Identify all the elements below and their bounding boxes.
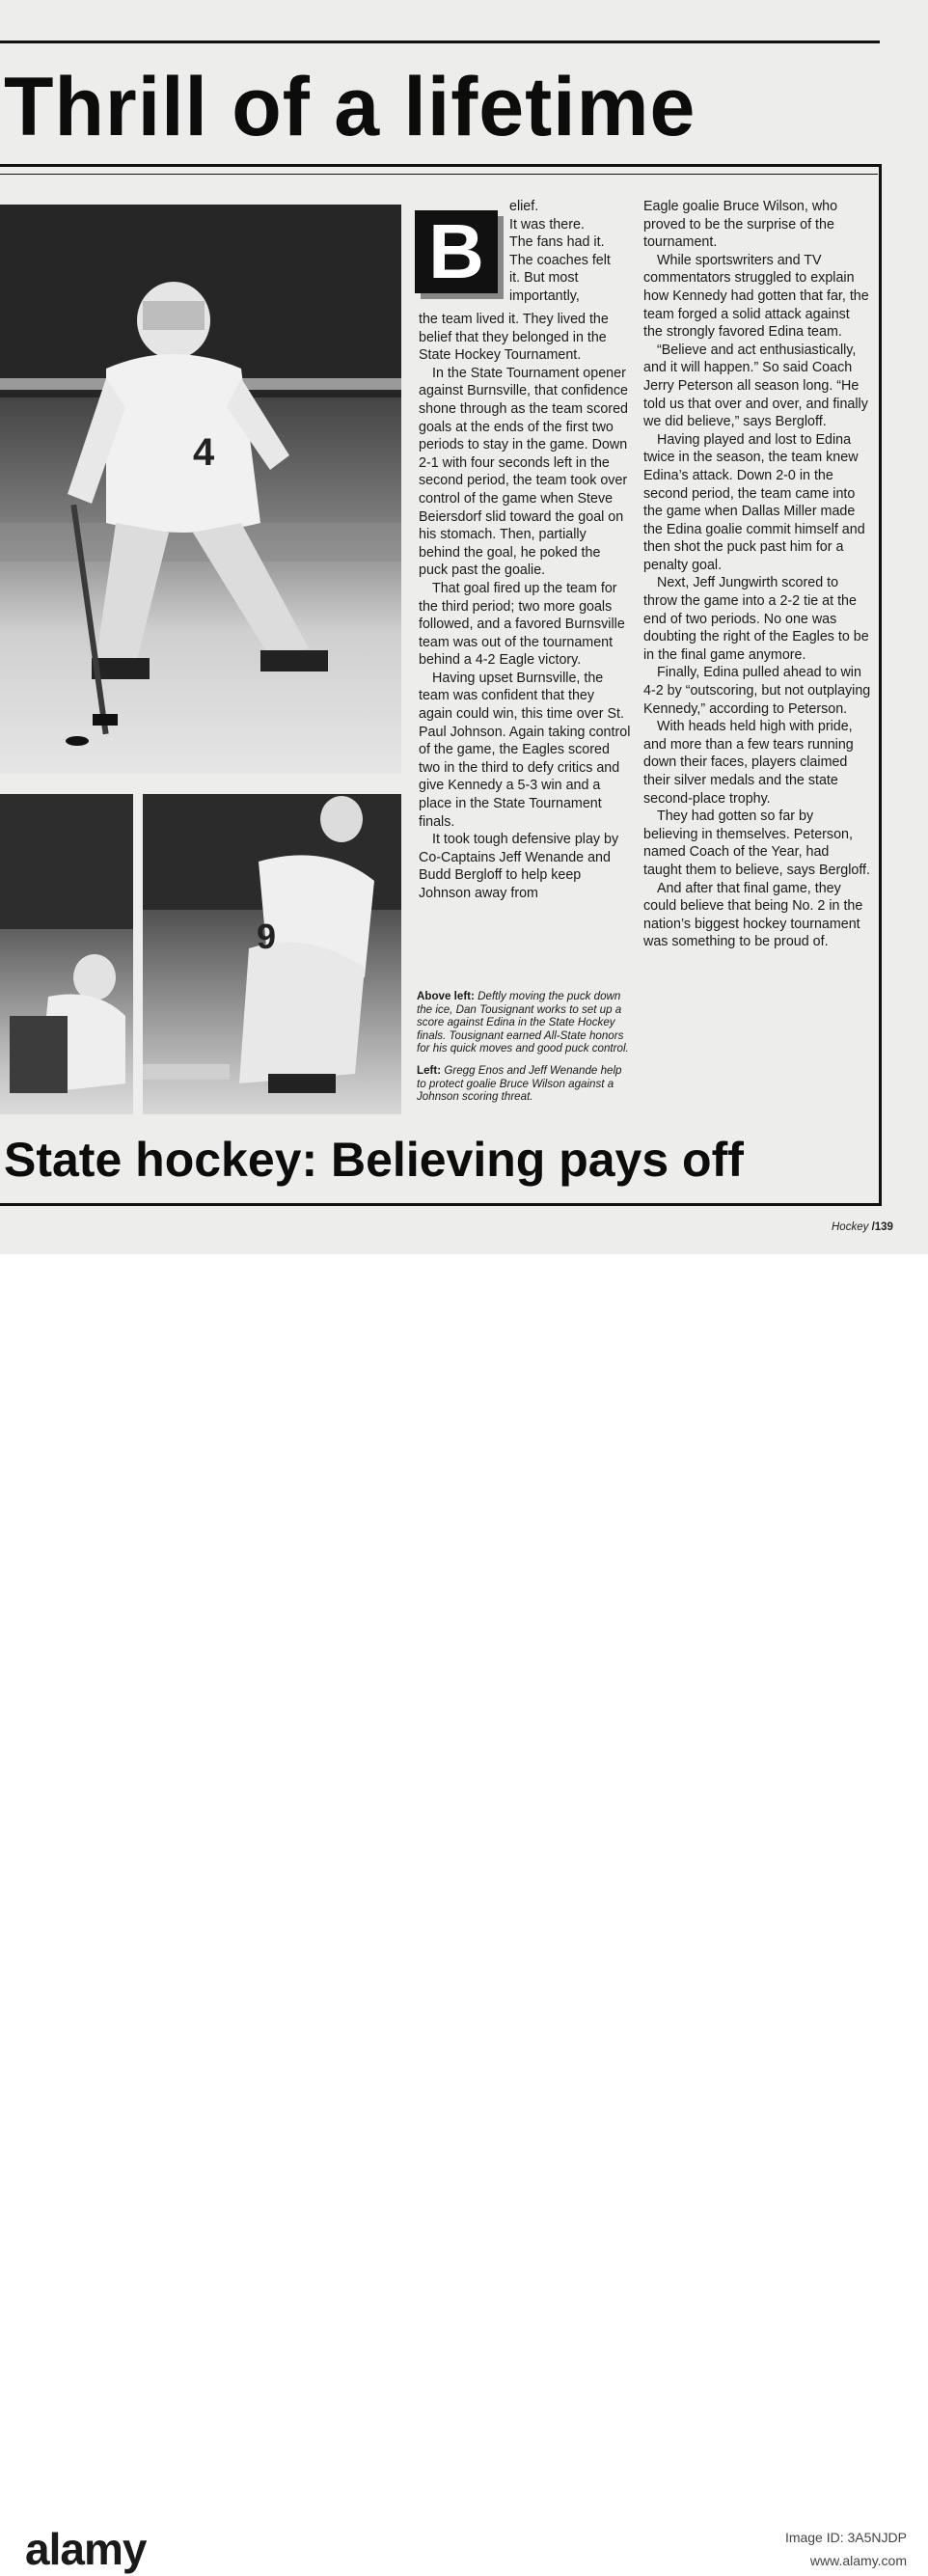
- goalie-illustration: [0, 794, 133, 1114]
- subhead: State hockey: Believing pays off: [4, 1133, 744, 1187]
- caption-lead: Left:: [417, 1063, 442, 1077]
- intro-line: The fans had it.: [509, 234, 605, 251]
- folio-page: 139: [874, 1221, 893, 1233]
- intro-line: importantly,: [509, 288, 580, 304]
- body-paragraph: “Believe and act enthusiastically, and it will happen.” So said Coach Jerry Peterson all season long. “He told us that over and over, and finally we did believe,” says Bergloff.: [643, 342, 868, 430]
- stock-site: www.alamy.com: [809, 2553, 907, 2568]
- folio-section: Hockey: [832, 1221, 869, 1233]
- body-paragraph: They had gotten so far by believing in themselves. Peterson, named Coach of the Year, had taught them to believe, says Bergloff.: [643, 808, 870, 878]
- caption-left: [417, 1064, 631, 1104]
- body-paragraph: Having played and lost to Edina twice in the season, the team knew Edina’s attack. Down 2-0 in the second period, the team came into the game when Dallas Miller made the Edina goalie commit himself and then shot the puck past him for a penalty goal.: [643, 431, 865, 573]
- folio: [832, 1221, 893, 1233]
- stock-image-id: Image ID: 3A5NJDP: [784, 2530, 907, 2545]
- photo-goalie: [0, 794, 133, 1114]
- body-paragraph: Eagle goalie Bruce Wilson, who proved to be the surprise of the tournament.: [643, 199, 838, 251]
- folio-sep: /: [871, 1221, 875, 1233]
- photo-captions: [417, 990, 631, 1112]
- body-paragraph: With heads held high with pride, and more than a few tears running down their faces, players claimed their silver medals and the state second-place trophy.: [643, 719, 854, 807]
- body-paragraph: the team lived it. They lived the belief that they belonged in the State Hockey Tournament.: [419, 312, 609, 364]
- intro-line: The coaches felt: [509, 252, 611, 268]
- body-paragraph: Having upset Burnsville, the team was confident that they again could win, this time over St. Paul Johnson. Again taking control of the game, the Eagles scored two in the third to defy critics and give Kennedy a 5-3 win and a place in the State Tournament finals.: [419, 670, 631, 830]
- caption-lead: Above left:: [417, 990, 475, 1002]
- body-paragraph: Next, Jeff Jungwirth scored to throw the game into a 2-2 tie at the end of two periods. No one was doubting the right of the Eagles to be in the final game anymore.: [643, 575, 869, 663]
- caption-text: Gregg Enos and Jeff Wenande help to protect goalie Bruce Wilson against a Johnson scoring threat.: [417, 1063, 622, 1104]
- body-column-left: [419, 311, 631, 903]
- intro-lines: [509, 198, 635, 306]
- frame-inner-rule: [0, 174, 878, 175]
- body-paragraph: And after that final game, they could believe that being No. 2 in the nation’s biggest hockey tournament was something to be proud of.: [643, 880, 863, 950]
- body-paragraph: It took tough defensive play by Co-Captains Jeff Wenande and Budd Bergloff to help keep Johnson away from: [419, 832, 619, 901]
- body-paragraph: While sportswriters and TV commentators struggled to explain how Kennedy had gotten that far, the team forged a solid attack against the strongly favored Edina team.: [643, 252, 869, 341]
- dropcap: B: [415, 210, 498, 293]
- body-paragraph: Finally, Edina pulled ahead to win 4-2 by “outscoring, but not outplaying Kennedy,” according to Peterson.: [643, 665, 871, 717]
- stock-logo: alamy: [25, 2524, 147, 2574]
- stock-footer: [0, 1254, 928, 2574]
- intro-line: elief.: [509, 199, 539, 214]
- intro-line: it. But most: [509, 270, 579, 287]
- photo-defenders: [143, 794, 401, 1114]
- hockey-player-illustration: [0, 205, 401, 774]
- top-rule: [0, 41, 880, 43]
- stock-info: [785, 2526, 907, 2572]
- svg-text:4: 4: [193, 431, 215, 474]
- defenders-illustration: [143, 794, 401, 1114]
- headline: Thrill of a lifetime: [4, 61, 696, 153]
- body-column-right: [643, 198, 871, 951]
- caption-text: Deftly moving the puck down the ice, Dan Tousignant works to set up a score against Edina in the State Hockey finals. Tousignant earned All-State honors for his quick moves and good puck control.: [417, 990, 629, 1055]
- body-paragraph: In the State Tournament opener against Burnsville, that confidence shone through as the team scored goals at the ends of the first two periods to stay in the game. Down 2-1 with four seconds left in the second period, the team took over control of the game when Steve Beiersdorf slid toward the goal on his stomach. Then, partially behind the goal, he poked the puck past the goalie.: [419, 365, 628, 579]
- caption-above-left: [417, 990, 631, 1055]
- body-paragraph: That goal fired up the team for the third period; two more goals followed, and a favored Burnsville team was out of the tournament behind a 4-2 Eagle victory.: [419, 580, 625, 669]
- svg-text:9: 9: [257, 917, 277, 956]
- photo-puck-handler: [0, 205, 401, 774]
- magazine-page: [0, 0, 928, 1254]
- intro-line: It was there.: [509, 216, 585, 233]
